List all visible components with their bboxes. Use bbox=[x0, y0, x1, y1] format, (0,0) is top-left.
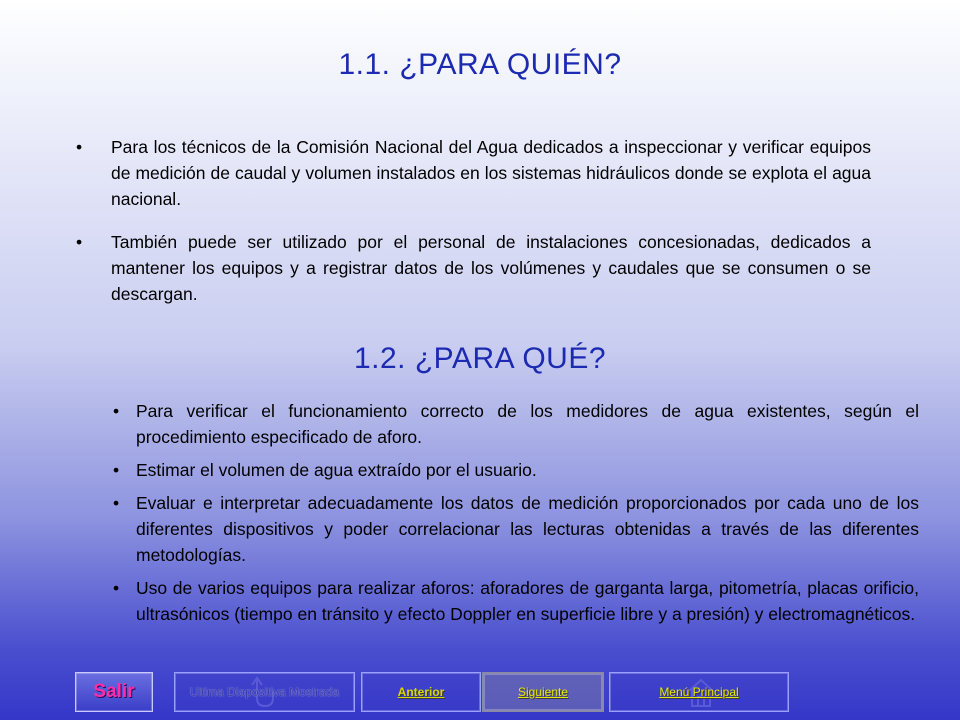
list-item bbox=[76, 134, 871, 212]
list-item bbox=[76, 229, 871, 307]
salir-label: Salir bbox=[93, 681, 135, 702]
bullet: • bbox=[76, 232, 83, 252]
previous-label: Anterior bbox=[397, 685, 445, 699]
next-button[interactable] bbox=[482, 672, 604, 712]
list-item-text: Para verificar el funcionamiento correcto de los medidores de agua existentes, según el procedimiento especificado de aforo. bbox=[136, 401, 919, 447]
section-title-para-quien: 1.1. ¿PARA QUIÉN? bbox=[338, 48, 622, 81]
list-item bbox=[113, 490, 919, 568]
previous-button[interactable] bbox=[361, 672, 481, 712]
list-item bbox=[113, 457, 919, 483]
bullet: • bbox=[113, 401, 120, 421]
para-que-list bbox=[113, 398, 919, 634]
main-menu-button[interactable] bbox=[609, 672, 789, 712]
list-item bbox=[113, 575, 919, 627]
list-item-text: Para los técnicos de la Comisión Nacional del Agua dedicados a inspeccionar y verificar equipos de medición de caudal y volumen instalados en los sistemas hidráulicos donde se explota el agua nacional. bbox=[111, 137, 871, 209]
list-item bbox=[113, 398, 919, 450]
list-item-text: Evaluar e interpretar adecuadamente los datos de medición proporcionados por cada uno de los diferentes dispositivos y poder correlacionar las lecturas obtenidas a través de las diferentes metodologías. bbox=[136, 493, 919, 565]
para-quien-list bbox=[76, 134, 871, 324]
last-slide-shown-button[interactable] bbox=[174, 672, 355, 712]
salir-button[interactable] bbox=[75, 672, 153, 712]
section-title-para-que: 1.2. ¿PARA QUÉ? bbox=[353, 342, 607, 375]
last-slide-shown-label: Ultima Diapositiva Mostrada bbox=[189, 685, 340, 699]
next-label: Siguiente bbox=[517, 685, 569, 699]
list-item-text: También puede ser utilizado por el personal de instalaciones concesionadas, dedicados a mantener los equipos y a registrar datos de los volúmenes y caudales que se consumen o se descargan. bbox=[111, 232, 871, 304]
list-item-text: Uso de varios equipos para realizar aforos: aforadores de garganta larga, pitometría, placas orificio, ultrasónicos (tiempo en tránsito y efecto Doppler en superficie libre y a presión) y electromagnéticos. bbox=[136, 578, 919, 624]
bullet: • bbox=[76, 137, 83, 157]
list-item-text: Estimar el volumen de agua extraído por el usuario. bbox=[136, 460, 537, 480]
main-menu-label: Menú Principal bbox=[659, 685, 739, 699]
bullet: • bbox=[113, 578, 120, 598]
bullet: • bbox=[113, 460, 120, 480]
bullet: • bbox=[113, 493, 120, 513]
